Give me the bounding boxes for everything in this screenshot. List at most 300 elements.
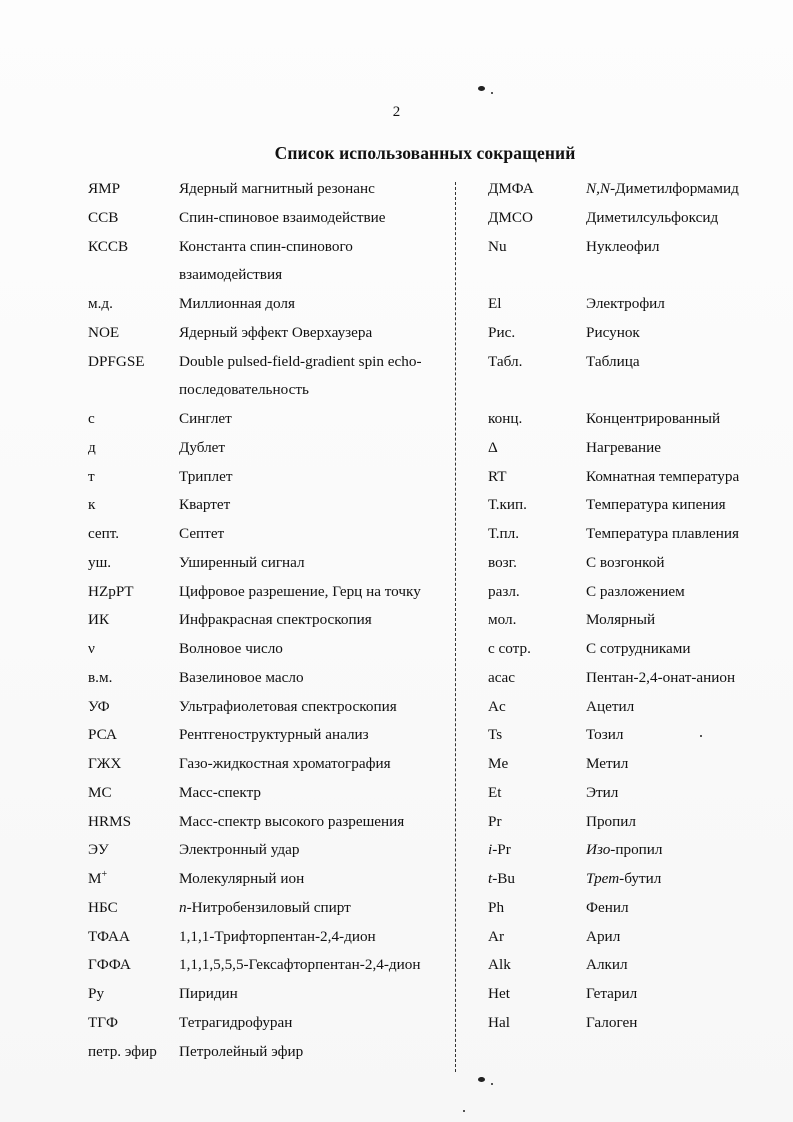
definition (179, 549, 305, 578)
abbreviation-text: Ру (88, 985, 105, 1002)
abbreviation (88, 693, 110, 722)
abbreviation-text: Ph (488, 898, 505, 916)
definition-text: Волновое число (179, 640, 283, 657)
abbreviation-row (88, 693, 450, 722)
abbreviation-text: ЯМР (88, 180, 121, 197)
abbreviation (488, 549, 517, 578)
abbreviation-superscript: + (101, 869, 108, 880)
abbreviation-row (488, 750, 788, 779)
definition-text: Инфракрасная спектроскопия (179, 611, 372, 629)
definition (179, 434, 225, 463)
definition-text: Цифровое разрешение, Герц на точку (179, 582, 421, 600)
abbreviation-row (88, 463, 450, 492)
definition (586, 233, 659, 262)
abbreviation (88, 520, 119, 549)
abbreviation-row (88, 491, 450, 520)
abbreviation-row (88, 894, 450, 923)
abbreviation (488, 836, 511, 865)
definition (586, 578, 685, 607)
definition (586, 463, 739, 492)
scan-speck (463, 1110, 465, 1112)
definition-text: Рентгеноструктурный анализ (179, 726, 369, 744)
abbreviation (488, 606, 516, 635)
definition (586, 1009, 637, 1038)
abbreviation-row (88, 750, 450, 779)
definition (179, 233, 353, 262)
definition (179, 693, 397, 722)
abbreviation (88, 664, 112, 693)
abbreviation-text: HRMS (88, 812, 132, 830)
definition (586, 808, 636, 837)
definition-text: Тозил (586, 726, 624, 744)
definition-text: Вазелиновое масло (179, 668, 304, 686)
abbreviation-text: петр. эфир (88, 1042, 157, 1060)
abbreviation-text: возг. (488, 553, 517, 571)
definition-text: -Нитробензиловый спирт (186, 898, 351, 916)
definition (586, 290, 665, 319)
definition-text: Дублет (179, 438, 226, 456)
abbreviation-text: DPFGSE (88, 352, 145, 370)
definition-italic-part: Изо (586, 841, 611, 859)
definition (179, 923, 376, 952)
definition-text: последовательность (179, 381, 309, 399)
abbreviation-row (88, 578, 450, 607)
abbreviation (488, 578, 520, 607)
abbreviation-row (88, 865, 450, 894)
abbreviation-row (488, 951, 788, 980)
abbreviation-row (488, 606, 788, 635)
definition (179, 721, 369, 750)
abbreviation-text: Т.кип. (488, 496, 527, 514)
abbreviation-text: МС (88, 783, 112, 801)
definition-text: Метил (586, 755, 629, 772)
abbreviation-row (488, 376, 788, 405)
definition-text: Нагревание (586, 438, 661, 456)
abbreviation (88, 865, 107, 894)
definition-text: -Диметилформамид (610, 180, 739, 197)
abbreviation-row (88, 175, 450, 204)
abbreviation (88, 491, 95, 520)
definition-text: С возгонкой (586, 553, 665, 571)
abbreviation-text: Pr (488, 812, 502, 830)
definition (586, 348, 640, 377)
abbreviation (88, 405, 95, 434)
definition (179, 405, 232, 434)
abbreviation-row (88, 549, 450, 578)
definition-text: 1,1,1,5,5,5-Гексафторпентан-2,4-дион (179, 956, 421, 974)
abbreviation-row (488, 1009, 788, 1038)
abbreviation-row (488, 348, 788, 377)
abbreviation-text: к (88, 496, 96, 514)
abbreviation (488, 750, 508, 779)
definition (179, 175, 375, 204)
abbreviation-row (88, 520, 450, 549)
abbreviation-italic-part: t (488, 870, 493, 887)
abbreviation-text: Alk (488, 956, 511, 974)
abbreviation-text: Ac (488, 697, 506, 715)
definition-text: Таблица (586, 352, 640, 370)
abbreviation-text: HZpPT (88, 582, 134, 600)
abbreviation-text: конц. (488, 410, 523, 427)
abbreviation-text: Ts (488, 726, 503, 744)
abbreviation-text: ν (88, 640, 95, 657)
abbreviation (88, 1038, 157, 1067)
definition-text: Ультрафиолетовая спектроскопия (179, 697, 397, 715)
left-abbreviation-column (88, 175, 450, 1066)
abbreviation-row (488, 204, 788, 233)
abbreviation-text: Рис. (488, 323, 516, 341)
abbreviation-text: ГЖХ (88, 755, 122, 772)
abbreviation-text: Me (488, 755, 509, 772)
definition (586, 865, 661, 894)
abbreviation-row (88, 779, 450, 808)
abbreviation-text: Het (488, 985, 510, 1002)
abbreviation (88, 578, 134, 607)
abbreviation-text: NOE (88, 323, 120, 341)
abbreviation-row (488, 319, 788, 348)
abbreviation-row (488, 261, 788, 290)
abbreviation-text: Nu (488, 237, 507, 255)
definition-text: Температура кипения (586, 496, 726, 514)
abbreviation-row (488, 175, 788, 204)
abbreviation (88, 894, 118, 923)
abbreviation-text: УФ (88, 697, 110, 715)
abbreviation-row (488, 808, 788, 837)
abbreviation-text: ЭУ (88, 841, 109, 859)
abbreviation-row (88, 721, 450, 750)
abbreviation-text: НБС (88, 898, 118, 916)
abbreviation (488, 923, 504, 952)
definition (586, 923, 620, 952)
abbreviation-row (88, 923, 450, 952)
abbreviation-row (88, 980, 450, 1009)
abbreviation (88, 923, 130, 952)
abbreviation-row (88, 290, 450, 319)
definition (586, 779, 618, 808)
definition (586, 175, 739, 204)
definition-text: Петролейный эфир (179, 1042, 304, 1060)
definition-italic-part: n (179, 898, 187, 916)
definition (586, 204, 718, 233)
abbreviation (88, 606, 109, 635)
abbreviation-text: с сотр. (488, 640, 531, 657)
definition-text: Молярный (586, 611, 656, 629)
abbreviation-text: ИК (88, 611, 110, 629)
definition (586, 980, 637, 1009)
definition (586, 491, 726, 520)
abbreviation-text: м.д. (88, 295, 113, 312)
abbreviation-row (88, 348, 450, 377)
abbreviation (88, 1009, 118, 1038)
definition-text: Септет (179, 525, 225, 542)
definition-text: Ацетил (586, 697, 635, 715)
abbreviation (488, 779, 502, 808)
definition (586, 750, 628, 779)
definition-text: Пентан-2,4-онат-анион (586, 668, 736, 686)
abbreviation (488, 175, 534, 204)
abbreviation (88, 463, 95, 492)
definition (179, 319, 372, 348)
abbreviation (88, 779, 112, 808)
abbreviation-text: Ar (488, 927, 505, 945)
abbreviation-row (488, 721, 788, 750)
definition (586, 606, 655, 635)
abbreviation-text: в.м. (88, 668, 113, 686)
abbreviation-row (88, 836, 450, 865)
abbreviation-text: мол. (488, 611, 517, 629)
abbreviation-text: д (88, 438, 96, 456)
abbreviation-text: -Pr (492, 841, 511, 859)
definition-text: Электрофил (586, 295, 665, 312)
abbreviation-italic-part: i (488, 841, 493, 859)
abbreviation (488, 348, 522, 377)
abbreviation-row (88, 951, 450, 980)
abbreviation (88, 233, 128, 262)
definition-text: С сотрудниками (586, 640, 691, 657)
definition-text: Ядерный эффект Оверхаузера (179, 323, 373, 341)
definition-text: Тетрагидрофуран (179, 1013, 293, 1031)
abbreviation (488, 520, 519, 549)
abbreviation (88, 951, 131, 980)
abbreviation-row (488, 463, 788, 492)
definition-text: Газо-жидкостная хроматография (179, 755, 391, 772)
abbreviation-text: Hal (488, 1013, 510, 1031)
abbreviation-row (488, 693, 788, 722)
definition-text: Алкил (586, 956, 628, 974)
definition (586, 664, 735, 693)
abbreviation-row (488, 980, 788, 1009)
definition-text: Пиридин (179, 985, 238, 1002)
abbreviation-row (488, 405, 788, 434)
definition (586, 951, 628, 980)
definition-italic-part: Трет (586, 870, 620, 887)
definition (179, 836, 299, 865)
definition (586, 836, 663, 865)
abbreviation-text: ДМСО (488, 208, 533, 226)
definition-text: Квартет (179, 496, 231, 514)
abbreviation (488, 405, 522, 434)
abbreviation-text: Т.пл. (488, 525, 520, 542)
abbreviation (488, 635, 531, 664)
abbreviation (88, 549, 111, 578)
scan-speck (491, 92, 493, 94)
definition (179, 779, 261, 808)
definition-text: взаимодействия (179, 266, 283, 284)
abbreviation (488, 721, 502, 750)
definition (586, 520, 739, 549)
definition-text: Электронный удар (179, 841, 300, 859)
abbreviation-row (88, 635, 450, 664)
definition (179, 750, 391, 779)
abbreviation (88, 750, 121, 779)
definition-text: Пропил (586, 812, 636, 830)
definition (179, 951, 420, 980)
abbreviation-text: ТГФ (88, 1013, 119, 1031)
abbreviation-text: Табл. (488, 352, 523, 370)
abbreviation-row (488, 894, 788, 923)
abbreviation-text: Δ (488, 438, 498, 456)
abbreviation-row (88, 606, 450, 635)
definition-text: -бутил (619, 870, 662, 887)
definition (586, 894, 629, 923)
scan-speck (491, 1083, 493, 1085)
abbreviation (88, 290, 113, 319)
definition-text: Галоген (586, 1013, 638, 1031)
definition (179, 348, 422, 377)
abbreviation-row (488, 491, 788, 520)
abbreviation-row (88, 405, 450, 434)
abbreviation (488, 865, 515, 894)
abbreviation (488, 319, 515, 348)
abbreviation (88, 319, 119, 348)
definition (586, 721, 623, 750)
definition-text: Этил (586, 783, 619, 801)
abbreviation (88, 175, 120, 204)
definition (179, 606, 372, 635)
definition (586, 319, 640, 348)
abbreviation-row (488, 578, 788, 607)
definition-text: Масс-спектр высокого разрешения (179, 812, 405, 830)
abbreviation-text: М (88, 870, 102, 887)
abbreviation-row (488, 549, 788, 578)
abbreviation-text: КССВ (88, 237, 129, 255)
definition-text: Миллионная доля (179, 295, 295, 312)
abbreviation (88, 836, 109, 865)
definition (179, 1038, 303, 1067)
definition (586, 405, 720, 434)
definition (179, 1009, 292, 1038)
abbreviation-text: ССВ (88, 208, 119, 226)
abbreviation-row (88, 434, 450, 463)
definition (179, 664, 304, 693)
abbreviation (488, 664, 515, 693)
definition (179, 376, 309, 405)
definition (179, 578, 421, 607)
definition (586, 434, 661, 463)
abbreviation-text: Et (488, 783, 502, 801)
abbreviation (488, 434, 498, 463)
definition-text: -пропил (610, 841, 663, 859)
abbreviation (88, 204, 118, 233)
abbreviation-row (488, 865, 788, 894)
column-divider (455, 182, 456, 1072)
right-abbreviation-column (488, 175, 788, 1038)
definition-text: 1,1,1-Трифторпентан-2,4-дион (179, 927, 376, 945)
abbreviation-row (88, 664, 450, 693)
definition (179, 463, 233, 492)
definition-text: Спин-спиновое взаимодействие (179, 208, 386, 226)
definition (179, 865, 304, 894)
abbreviation (488, 894, 504, 923)
abbreviation-text: El (488, 295, 502, 312)
definition-text: Масс-спектр (179, 783, 261, 801)
definition (179, 204, 386, 233)
abbreviation (488, 233, 507, 262)
abbreviation (88, 348, 145, 377)
abbreviation-text: ТФАА (88, 927, 130, 945)
abbreviation-text: с (88, 410, 95, 427)
abbreviation-text: РСА (88, 726, 117, 744)
definition-text: Молекулярный ион (179, 870, 305, 887)
abbreviation-row (88, 376, 450, 405)
definition (179, 520, 224, 549)
definition (179, 980, 238, 1009)
definition-text: Комнатная температура (586, 467, 740, 485)
definition-text: Триплет (179, 467, 233, 485)
abbreviation (88, 721, 117, 750)
definition-text: Ядерный магнитный резонанс (179, 180, 375, 197)
abbreviation-row (488, 635, 788, 664)
abbreviation (488, 980, 510, 1009)
abbreviation-text: уш. (88, 553, 112, 571)
abbreviation-row (88, 808, 450, 837)
abbreviation-row (88, 319, 450, 348)
abbreviation (88, 635, 95, 664)
abbreviation-row (488, 434, 788, 463)
abbreviation-row (488, 923, 788, 952)
abbreviation (88, 434, 96, 463)
page-number: 2 (392, 104, 401, 120)
abbreviation-row (488, 664, 788, 693)
abbreviation-text: т (88, 467, 95, 485)
abbreviation-text: acac (488, 668, 515, 686)
abbreviation-text: -Bu (492, 870, 516, 887)
definition (179, 635, 283, 664)
abbreviation-row (88, 261, 450, 290)
definition-text: Арил (586, 927, 621, 945)
abbreviation-text: септ. (88, 525, 120, 542)
abbreviation (88, 808, 131, 837)
abbreviation (488, 204, 533, 233)
definition (179, 491, 230, 520)
abbreviation (88, 980, 104, 1009)
abbreviation-text: RT (488, 467, 507, 485)
abbreviation-row (488, 836, 788, 865)
definition-text: Рисунок (586, 323, 640, 341)
definition-text: Константа спин-спинового (179, 237, 353, 255)
abbreviation-row (488, 233, 788, 262)
definition (179, 894, 351, 923)
page-title: Список использованных сокращений (274, 143, 576, 163)
definition (586, 549, 665, 578)
abbreviation (488, 290, 502, 319)
abbreviation-text: разл. (488, 582, 520, 600)
abbreviation-row (88, 1009, 450, 1038)
definition-text: Уширенный сигнал (179, 553, 305, 571)
definition-text: Гетарил (586, 985, 638, 1002)
definition-text: Фенил (586, 898, 629, 916)
abbreviation-row (88, 233, 450, 262)
abbreviation (488, 1009, 510, 1038)
abbreviation (488, 491, 527, 520)
scan-speck (478, 86, 485, 91)
abbreviation-row (488, 290, 788, 319)
abbreviation-text: ДМФА (488, 180, 534, 197)
definition-text: Нуклеофил (586, 237, 660, 255)
definition-text: Температура плавления (586, 525, 740, 542)
definition-text: Double pulsed-field-gradient spin echo- (179, 352, 422, 370)
definition-italic-part: N,N (586, 180, 611, 197)
definition (586, 635, 691, 664)
abbreviation (488, 808, 502, 837)
abbreviation-row (88, 1038, 450, 1067)
abbreviation-row (488, 520, 788, 549)
definition-text: Диметилсульфоксид (586, 208, 719, 226)
definition (179, 290, 295, 319)
definition (179, 808, 404, 837)
abbreviation-row (88, 204, 450, 233)
scan-speck (478, 1077, 485, 1082)
